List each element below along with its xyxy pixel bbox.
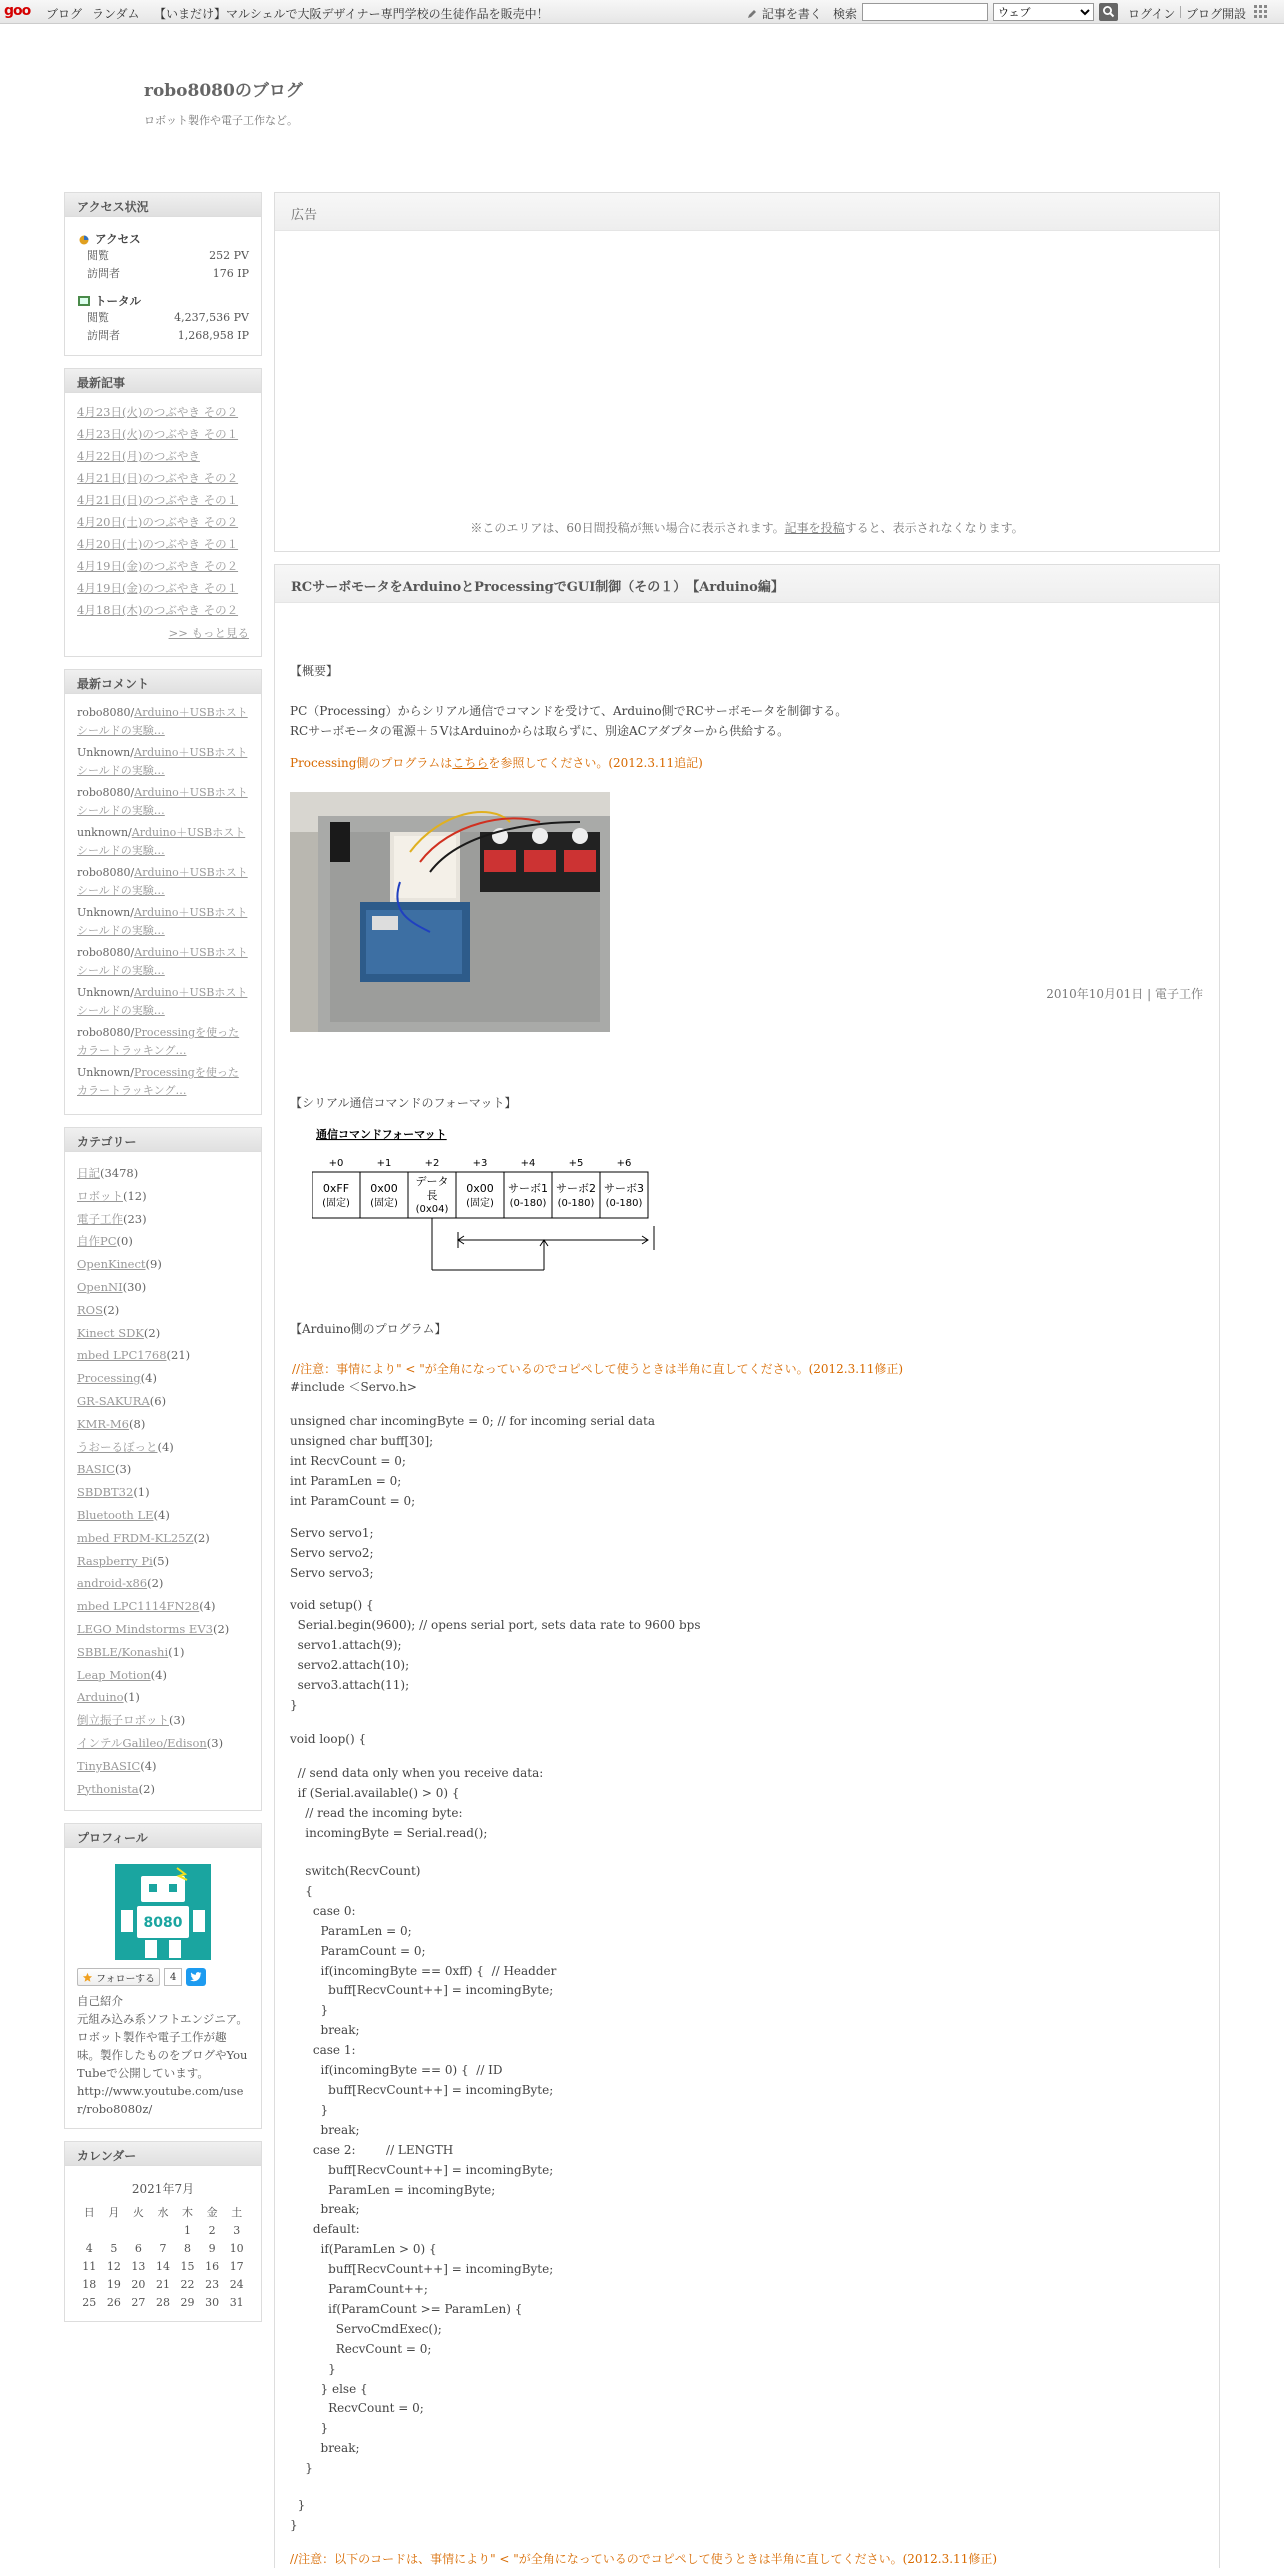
category-count: (2) bbox=[212, 1621, 230, 1636]
category-item bbox=[77, 1367, 249, 1390]
recent-article-link[interactable]: 4月23日(火)のつぶやき その１ bbox=[77, 427, 239, 441]
ad-note bbox=[275, 519, 1219, 536]
open-blog-link[interactable]: ブログ開設 bbox=[1186, 7, 1247, 21]
total-views-value: 4,237,536 PV bbox=[174, 311, 249, 324]
category-count: (2) bbox=[102, 1302, 120, 1317]
access-heading: アクセス状況 bbox=[65, 193, 261, 217]
code-servo-decl: Servo servo1; Servo servo2; Servo servo3; bbox=[290, 1526, 374, 1580]
access-total-label: トータル bbox=[95, 294, 141, 308]
comment-item bbox=[77, 824, 249, 860]
day-cell: 25 bbox=[82, 2295, 97, 2309]
ad-box bbox=[274, 192, 1220, 552]
code-switch: switch(RecvCount) { case 0: ParamLen = 0; ParamCount = 0; if(incomingByte == 0xff) { // Headder buff[RecvCount++] = incomingByte; } break; case 1: if(incomingByte == 0) { // ID buff[RecvCount++] = incomingByte; } break; case 2: // LENGTH buff[RecvCount++] = incomingByte; ParamLen = incomingByte; break; default: if(ParamLen > 0) { buff[RecvCount++] = incomingByte; ParamCount++; if(ParamCount >= ParamLen) { ServoCmdExec(); RecvCount = 0; } } else { RecvCount = 0; } break; } bbox=[305, 1864, 557, 2476]
overview-line-1: PC（Processing）からシリアル通信でコマンドを受けて、Arduino側でRCサーボモータを制御する。 bbox=[290, 704, 848, 718]
format-title: 通信コマンドフォーマット bbox=[316, 1128, 447, 1141]
access-today-title bbox=[77, 231, 249, 247]
day-cell: 9 bbox=[208, 2241, 216, 2255]
categories-box bbox=[64, 1127, 262, 1811]
search-scope-select[interactable] bbox=[993, 3, 1094, 21]
comment-item bbox=[77, 744, 249, 780]
format-cell-text: 0xFF bbox=[322, 1182, 350, 1195]
category-link[interactable]: LEGO Mindstorms EV3 bbox=[77, 1621, 213, 1636]
comment-item bbox=[77, 984, 249, 1020]
category-link[interactable]: SBDBT32 bbox=[77, 1485, 134, 1500]
format-cell-text: 0x00 bbox=[466, 1182, 494, 1195]
nav-link-random[interactable]: ランダム bbox=[92, 7, 140, 21]
ad-note-post: すると、表示されなくなります。 bbox=[844, 521, 1024, 535]
weekday-cell: 水 bbox=[157, 2206, 169, 2220]
day-cell: 21 bbox=[155, 2277, 170, 2291]
category-count: (1) bbox=[168, 1644, 185, 1659]
category-item bbox=[77, 1686, 249, 1709]
category-link[interactable]: Leap Motion bbox=[77, 1667, 151, 1682]
categories-heading: カテゴリー bbox=[65, 1128, 261, 1152]
length-arrow bbox=[432, 1218, 654, 1270]
category-item bbox=[77, 1527, 249, 1550]
category-count: (9) bbox=[145, 1257, 162, 1272]
category-item bbox=[77, 1732, 249, 1755]
day-cell bbox=[126, 2221, 151, 2239]
comment-user: Unknown/ bbox=[77, 986, 134, 999]
nav-link-promo[interactable]: 【いまだけ】マルシェルで大阪デザイナー専門学校の生徒作品を販売中！ bbox=[154, 7, 549, 21]
day-cell: 14 bbox=[155, 2259, 170, 2273]
category-count: (5) bbox=[152, 1553, 170, 1568]
comment-item bbox=[77, 1064, 249, 1100]
day-cell: 28 bbox=[155, 2295, 170, 2309]
entry-category-link[interactable]: 電子工作 bbox=[1154, 987, 1203, 1001]
more-articles-link[interactable]: >> もっと見る bbox=[168, 626, 249, 640]
follow-count: 4 bbox=[164, 1968, 182, 1986]
day-cell: 12 bbox=[106, 2259, 121, 2273]
total-visitors-label: 訪問者 bbox=[87, 329, 120, 342]
calendar-week-row bbox=[77, 2257, 249, 2275]
day-cell: 26 bbox=[106, 2295, 121, 2309]
comment-user: Unknown/ bbox=[77, 746, 134, 759]
category-item bbox=[77, 1550, 249, 1573]
comment-article-link[interactable]: Arduino＋USBホストシールドの実験… bbox=[77, 986, 248, 1017]
overview-heading: 【概要】 bbox=[290, 664, 339, 678]
category-count: (4) bbox=[157, 1439, 174, 1454]
comment-article-link[interactable]: Processingを使ったカラートラッキング… bbox=[77, 1066, 239, 1097]
category-count: (4) bbox=[150, 1667, 167, 1682]
day-cell: 31 bbox=[229, 2295, 244, 2309]
day-cell: 11 bbox=[82, 2259, 97, 2273]
search-label: 検索 bbox=[833, 7, 858, 21]
command-format-diagram bbox=[312, 1126, 662, 1276]
recent-article-link[interactable]: 4月20日(土)のつぶやき その１ bbox=[77, 537, 239, 551]
comment-item bbox=[77, 864, 249, 900]
category-item bbox=[77, 1253, 249, 1276]
recent-article-link[interactable]: 4月21日(日)のつぶやき その２ bbox=[77, 471, 239, 485]
category-count: (4) bbox=[199, 1599, 216, 1614]
arduino-photo[interactable] bbox=[290, 792, 610, 1032]
calendar-weekday-row bbox=[77, 2203, 249, 2221]
day-cell: 1 bbox=[184, 2223, 192, 2237]
category-item bbox=[77, 1230, 249, 1253]
format-cell-text: (固定) bbox=[370, 1198, 398, 1209]
comment-user: Unknown/ bbox=[77, 1066, 134, 1079]
access-total-title bbox=[77, 293, 249, 309]
format-offset: +0 bbox=[328, 1158, 344, 1169]
category-count: (6) bbox=[149, 1393, 167, 1408]
comment-article-link[interactable]: Arduino＋USBホストシールドの実験… bbox=[77, 706, 248, 737]
weekday-cell: 日 bbox=[83, 2206, 95, 2220]
category-count: (1) bbox=[123, 1690, 140, 1705]
comment-article-link[interactable]: Arduino＋USBホストシールドの実験… bbox=[77, 746, 248, 777]
day-cell: 3 bbox=[233, 2223, 241, 2237]
comment-item bbox=[77, 904, 249, 940]
blog-title[interactable]: robo8080のブログ bbox=[144, 81, 303, 101]
comment-item bbox=[77, 1024, 249, 1060]
recent-article-link[interactable]: 4月19日(金)のつぶやき その１ bbox=[77, 581, 239, 595]
category-item bbox=[77, 1299, 249, 1322]
category-item bbox=[77, 1618, 249, 1641]
category-link[interactable]: BASIC bbox=[77, 1462, 115, 1477]
entry-title[interactable]: RCサーボモータをArduinoとProcessingでGUI制御（その１） 【Arduino編】 bbox=[275, 565, 1219, 603]
category-link[interactable]: TinyBASIC bbox=[77, 1758, 141, 1773]
code-serial-read: // send data only when you receive data: if (Serial.available() > 0) { // read the incoming byte: incomingByte = Serial.read(); bbox=[297, 1766, 544, 1840]
calendar-week-row bbox=[77, 2221, 249, 2239]
category-count: (0) bbox=[116, 1234, 133, 1249]
category-link[interactable]: GR-SAKURA bbox=[77, 1393, 150, 1408]
category-item bbox=[77, 1413, 249, 1436]
profile-box bbox=[64, 1823, 262, 2129]
today-views-value: 252 PV bbox=[209, 249, 249, 262]
fullwidth-note-1: //注意：事情により" < "が全角になっているのでコピペして使うときは半角に直してください。(2012.3.11修正) bbox=[292, 1362, 904, 1376]
post-article-link[interactable]: 記事を投稿 bbox=[784, 521, 845, 535]
recent-articles-box bbox=[64, 368, 262, 657]
category-count: (1) bbox=[133, 1485, 150, 1500]
calendar-week-row bbox=[77, 2293, 249, 2311]
ad-heading: 広告 bbox=[275, 193, 1219, 231]
category-link[interactable]: SBBLE/Konashi bbox=[77, 1644, 169, 1659]
total-views-row bbox=[77, 309, 249, 327]
day-cell bbox=[102, 2221, 127, 2239]
category-link[interactable]: インテルGalileo/Edison bbox=[77, 1735, 207, 1750]
search-button[interactable] bbox=[1099, 3, 1118, 21]
category-link[interactable]: 倒立振子ロボット bbox=[77, 1713, 169, 1728]
overview-line-2: RCサーボモータの電源＋５VはArduinoからは取らずに、別途ACアダプターから供給する。 bbox=[290, 724, 790, 738]
entry-meta-row: 2010年10月01日 | 電子工作 bbox=[1046, 987, 1203, 1001]
day-cell: 5 bbox=[110, 2241, 118, 2255]
category-item bbox=[77, 1641, 249, 1664]
pencil-icon bbox=[746, 8, 758, 20]
format-cell-text: (0-180) bbox=[509, 1198, 547, 1209]
category-link[interactable]: OpenNI bbox=[77, 1279, 123, 1294]
comment-article-link[interactable]: Arduino＋USBホストシールドの実験… bbox=[77, 786, 248, 817]
format-offset: +3 bbox=[472, 1158, 488, 1169]
today-visitors-row bbox=[77, 265, 249, 283]
login-link[interactable]: ログイン bbox=[1128, 7, 1176, 21]
processing-note bbox=[290, 754, 1190, 771]
day-cell bbox=[77, 2221, 102, 2239]
day-cell: 7 bbox=[159, 2241, 167, 2255]
day-cell: 10 bbox=[229, 2241, 244, 2255]
today-visitors-value: 176 IP bbox=[212, 267, 249, 280]
format-cell-text: (0x04) bbox=[415, 1204, 449, 1215]
category-count: (2) bbox=[143, 1325, 161, 1340]
category-item bbox=[77, 1664, 249, 1687]
apps-grid-icon[interactable] bbox=[1254, 5, 1270, 19]
category-item bbox=[77, 1481, 249, 1504]
code-include: #include ＜Servo.h> bbox=[290, 1380, 417, 1394]
comment-user: unknown/ bbox=[77, 826, 132, 839]
calendar-box bbox=[64, 2141, 262, 2322]
day-cell: 2 bbox=[208, 2223, 216, 2237]
code-setup: void setup() { Serial.begin(9600); // opens serial port, sets data rate to 9600 bps servo1.attach(9); servo2.attach(10); servo3.attach(11); } bbox=[290, 1598, 701, 1712]
category-link[interactable]: Arduino bbox=[77, 1690, 124, 1705]
star-icon bbox=[82, 1972, 93, 1983]
format-cell-text: サーボ2 bbox=[556, 1182, 596, 1195]
category-link[interactable]: Kinect SDK bbox=[77, 1325, 144, 1340]
day-cell: 13 bbox=[131, 2259, 146, 2273]
day-cell: 8 bbox=[184, 2241, 192, 2255]
day-cell: 15 bbox=[180, 2259, 195, 2273]
category-link[interactable]: 自作PC bbox=[77, 1234, 117, 1249]
follow-row bbox=[77, 1968, 249, 1986]
entry-date: 2010年10月01日 bbox=[1046, 987, 1144, 1001]
sidebar bbox=[64, 192, 262, 2334]
profile-url[interactable]: http://www.youtube.com/user/robo8080z/ bbox=[77, 2084, 244, 2117]
write-article-label: 記事を書く bbox=[761, 7, 822, 21]
blog-description: ロボット製作や電子工作など。 bbox=[144, 114, 298, 127]
calendar-table bbox=[77, 2203, 249, 2311]
day-cell: 29 bbox=[180, 2295, 195, 2309]
calendar-month: 2021年7月 bbox=[131, 2182, 195, 2197]
category-link[interactable]: ROS bbox=[77, 1302, 103, 1317]
format-offset: +1 bbox=[376, 1158, 392, 1169]
category-item bbox=[77, 1755, 249, 1778]
category-item bbox=[77, 1208, 249, 1231]
format-offset: +6 bbox=[616, 1158, 632, 1169]
category-item bbox=[77, 1709, 249, 1732]
arduino-program-heading: 【Arduino側のプログラム】 bbox=[290, 1322, 447, 1336]
category-count: (3478) bbox=[100, 1166, 139, 1180]
write-article-link[interactable] bbox=[746, 5, 822, 22]
format-cell-text: (0-180) bbox=[557, 1198, 595, 1209]
category-count: (2) bbox=[147, 1576, 164, 1591]
format-offset: +4 bbox=[520, 1158, 536, 1169]
category-count: (21) bbox=[166, 1348, 191, 1363]
format-cell-text: サーボ3 bbox=[604, 1182, 644, 1195]
processing-note-post: を参照してください。(2012.3.11追記) bbox=[488, 756, 703, 770]
twitter-bird-icon bbox=[190, 1972, 202, 1982]
comment-user: robo8080/ bbox=[77, 946, 135, 959]
category-count: (3) bbox=[114, 1462, 132, 1477]
today-visitors-label: 訪問者 bbox=[87, 267, 120, 280]
comment-user: robo8080/ bbox=[77, 706, 135, 719]
format-cell-text: (0-180) bbox=[605, 1198, 643, 1209]
recent-article-link[interactable]: 4月22日(月)のつぶやき bbox=[77, 449, 200, 463]
comment-article-link[interactable]: Arduino＋USBホストシールドの実験… bbox=[77, 826, 246, 857]
weekday-cell: 火 bbox=[132, 2206, 144, 2220]
category-item bbox=[77, 1572, 249, 1595]
format-cell-text: (固定) bbox=[322, 1198, 350, 1209]
processing-link[interactable]: こちら bbox=[452, 756, 489, 770]
weekday-cell: 木 bbox=[182, 2206, 194, 2220]
category-item bbox=[77, 1504, 249, 1527]
category-count: (2) bbox=[138, 1781, 155, 1796]
category-link[interactable]: Raspberry Pi bbox=[77, 1553, 153, 1568]
code-loop-end: } } bbox=[290, 2498, 306, 2532]
category-link[interactable]: mbed LPC1114FN28 bbox=[77, 1599, 200, 1614]
category-item bbox=[77, 1436, 249, 1459]
category-item bbox=[77, 1276, 249, 1299]
total-views-label: 閲覧 bbox=[87, 311, 109, 324]
category-count: (3) bbox=[169, 1713, 186, 1728]
day-cell: 17 bbox=[229, 2259, 244, 2273]
day-cell: 4 bbox=[85, 2241, 93, 2255]
access-today-label: アクセス bbox=[95, 232, 141, 246]
recent-article-link[interactable]: 4月19日(金)のつぶやき その２ bbox=[77, 559, 239, 573]
category-item bbox=[77, 1162, 249, 1185]
access-box bbox=[64, 192, 262, 356]
category-link[interactable]: Pythonista bbox=[77, 1781, 139, 1796]
profile-intro: 元組み込み系ソフトエンジニア。ロボット製作や電子工作が趣味。製作したものをブログやYouTubeで公開しています。 bbox=[77, 2012, 248, 2081]
code-globals: unsigned char incomingByte = 0; // for incoming serial data unsigned char buff[30]; int RecvCount = 0; int ParamLen = 0; int ParamCount = 0; bbox=[290, 1414, 655, 1508]
code-loop-start: void loop() { bbox=[290, 1732, 367, 1746]
day-cell: 24 bbox=[229, 2277, 244, 2291]
format-offset: +2 bbox=[424, 1158, 440, 1169]
category-link[interactable]: mbed LPC1768 bbox=[77, 1348, 167, 1363]
day-cell: 27 bbox=[131, 2295, 146, 2309]
category-link[interactable]: Bluetooth LE bbox=[77, 1507, 154, 1522]
recent-article-link[interactable]: 4月21日(日)のつぶやき その１ bbox=[77, 493, 239, 507]
recent-articles-heading: 最新記事 bbox=[65, 369, 261, 393]
category-link[interactable]: Processing bbox=[77, 1371, 141, 1386]
category-link[interactable]: ロボット bbox=[77, 1188, 123, 1203]
format-cell-text: 長 bbox=[426, 1189, 438, 1202]
category-item bbox=[77, 1595, 249, 1618]
format-cell-text: 0x00 bbox=[370, 1182, 398, 1195]
format-cell-text: (固定) bbox=[466, 1198, 494, 1209]
total-visitors-value: 1,268,958 IP bbox=[177, 329, 249, 342]
ad-note-pre: ※このエリアは、60日間投稿が無い場合に表示されます。 bbox=[470, 521, 785, 535]
search-input[interactable] bbox=[862, 3, 988, 21]
category-item bbox=[77, 1185, 249, 1208]
day-cell: 23 bbox=[205, 2277, 220, 2291]
recent-comments-box bbox=[64, 669, 262, 1115]
follow-button[interactable] bbox=[77, 1968, 160, 1986]
comment-item bbox=[77, 784, 249, 820]
day-cell: 22 bbox=[180, 2277, 195, 2291]
calendar-heading: カレンダー bbox=[65, 2142, 261, 2166]
day-cell bbox=[151, 2221, 176, 2239]
category-item bbox=[77, 1322, 249, 1345]
access-total-icon bbox=[77, 295, 91, 307]
category-item bbox=[77, 1458, 249, 1481]
comment-user: Unknown/ bbox=[77, 906, 134, 919]
category-count: (30) bbox=[122, 1279, 147, 1294]
goo-logo[interactable]: goo bbox=[4, 3, 31, 19]
comment-user: robo8080/ bbox=[77, 1026, 135, 1039]
category-count: (12) bbox=[123, 1188, 147, 1203]
follow-label: フォローする bbox=[96, 1973, 155, 1985]
day-cell: 16 bbox=[205, 2259, 220, 2273]
weekday-cell: 月 bbox=[108, 2206, 120, 2220]
profile-avatar-text: 8080 bbox=[143, 1915, 183, 1932]
category-link[interactable]: mbed FRDM-KL25Z bbox=[77, 1530, 194, 1545]
category-count: (4) bbox=[140, 1371, 157, 1386]
format-offset: +5 bbox=[568, 1158, 584, 1169]
processing-note-pre: Processing側のプログラムは bbox=[290, 756, 453, 770]
category-link[interactable]: 電子工作 bbox=[77, 1211, 123, 1226]
weekday-cell: 土 bbox=[231, 2206, 243, 2220]
recent-article-link[interactable]: 4月23日(火)のつぶやき その２ bbox=[77, 405, 239, 419]
category-count: (4) bbox=[140, 1758, 157, 1773]
comment-article-link[interactable]: Arduino＋USBホストシールドの実験… bbox=[77, 946, 248, 977]
comment-item bbox=[77, 704, 249, 740]
serial-format-heading: 【シリアル通信コマンドのフォーマット】 bbox=[290, 1096, 517, 1110]
category-count: (23) bbox=[123, 1211, 147, 1226]
category-link[interactable]: KMR-M6 bbox=[77, 1416, 130, 1431]
top-bar bbox=[0, 0, 1284, 24]
category-item bbox=[77, 1778, 249, 1801]
comment-item bbox=[77, 944, 249, 980]
comment-article-link[interactable]: Arduino＋USBホストシールドの実験… bbox=[77, 866, 248, 897]
category-item bbox=[77, 1344, 249, 1367]
today-views-row bbox=[77, 247, 249, 265]
comment-article-link[interactable]: Processingを使ったカラートラッキング… bbox=[77, 1026, 240, 1057]
recent-article-link[interactable]: 4月18日(木)のつぶやき その２ bbox=[77, 603, 239, 617]
category-count: (8) bbox=[129, 1416, 146, 1431]
format-cell-text: サーボ1 bbox=[508, 1182, 548, 1195]
profile-avatar[interactable] bbox=[115, 1864, 211, 1960]
twitter-button[interactable] bbox=[186, 1968, 206, 1986]
comment-user: robo8080/ bbox=[77, 786, 135, 799]
category-count: (3) bbox=[206, 1735, 224, 1750]
comment-article-link[interactable]: Arduino＋USBホストシールドの実験… bbox=[77, 906, 248, 937]
category-item bbox=[77, 1390, 249, 1413]
category-link[interactable]: android-x86 bbox=[77, 1576, 148, 1591]
total-visitors-row bbox=[77, 327, 249, 345]
category-link[interactable]: OpenKinect bbox=[77, 1257, 146, 1272]
category-link[interactable]: うおーるぼっと bbox=[77, 1439, 158, 1454]
access-chart-icon bbox=[77, 233, 91, 245]
recent-article-link[interactable]: 4月20日(土)のつぶやき その２ bbox=[77, 515, 239, 529]
recent-comments-heading: 最新コメント bbox=[65, 670, 261, 694]
day-cell: 19 bbox=[106, 2277, 121, 2291]
format-cell-text: データ bbox=[415, 1175, 449, 1188]
today-views-label: 閲覧 bbox=[87, 249, 109, 262]
fullwidth-note-2: //注意：以下のコードは、事情により" < "が全角になっているのでコピペして使うときは半角に直してください。(2012.3.11修正) bbox=[290, 2552, 998, 2566]
day-cell: 30 bbox=[205, 2295, 220, 2309]
weekday-cell: 金 bbox=[206, 2206, 218, 2220]
category-link[interactable]: 日記 bbox=[77, 1166, 100, 1180]
profile-intro-heading: 自己紹介 bbox=[77, 1994, 123, 2009]
day-cell: 18 bbox=[82, 2277, 97, 2291]
day-cell: 20 bbox=[131, 2277, 146, 2291]
day-cell: 6 bbox=[134, 2241, 142, 2255]
profile-heading: プロフィール bbox=[65, 1824, 261, 1848]
comment-user: robo8080/ bbox=[77, 866, 135, 879]
calendar-week-row bbox=[77, 2239, 249, 2257]
nav-link-blog[interactable]: ブログ bbox=[46, 7, 83, 21]
topbar-divider bbox=[1180, 6, 1181, 18]
category-count: (2) bbox=[193, 1530, 210, 1545]
category-count: (4) bbox=[153, 1507, 170, 1522]
calendar-week-row bbox=[77, 2275, 249, 2293]
search-icon bbox=[1102, 5, 1115, 18]
